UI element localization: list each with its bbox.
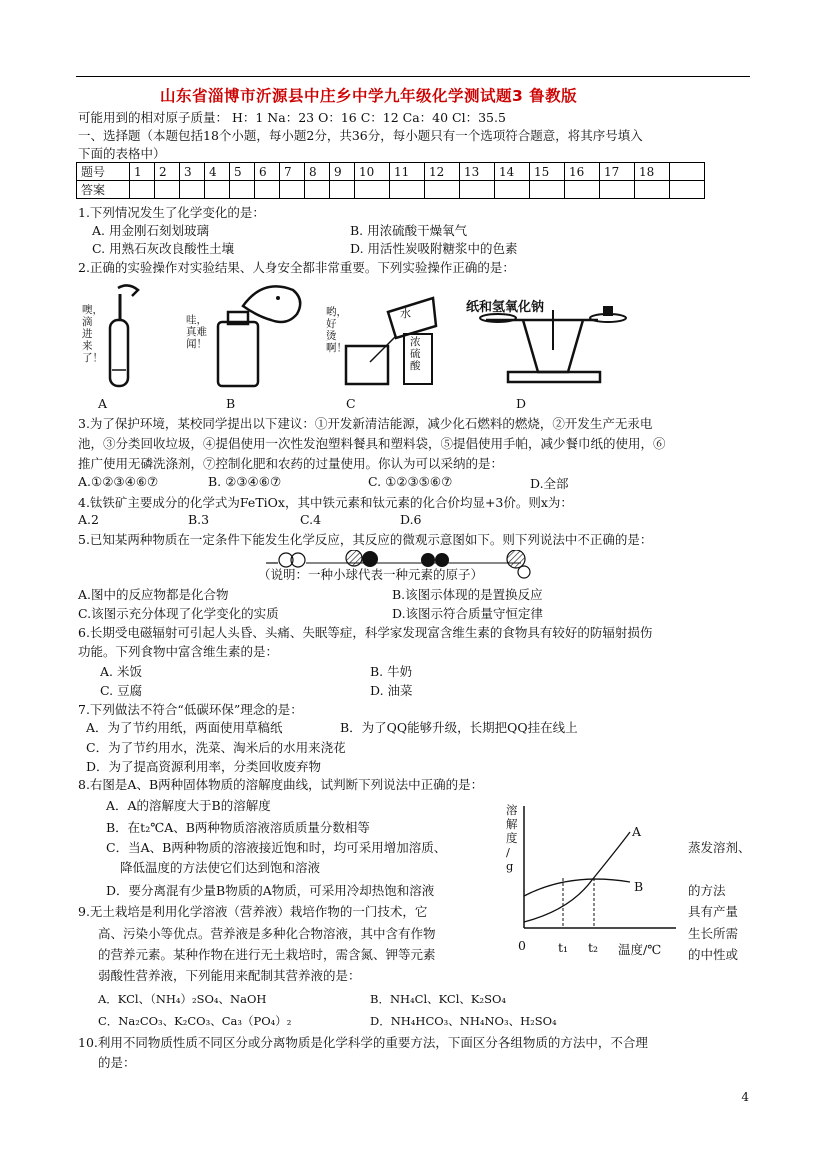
q5-option-b: B.该图示体现的是置换反应 [392, 587, 543, 602]
q10-line: 的是： [98, 1055, 136, 1070]
page-number: 4 [741, 1090, 749, 1104]
q8-stem: 8.右图是A、B两种固体物质的溶解度曲线，试判断下列说法中正确的是： [78, 777, 484, 792]
q1-option-a: A. 用金刚石刻划玻璃 [92, 223, 209, 238]
table-cell: 6 [255, 163, 280, 181]
curve-b [524, 879, 630, 896]
q7-stem: 7.下列做法不符合“低碳环保”理念的是： [78, 702, 303, 717]
q8-option-c: C．当A、B两种物质的溶液接近饱和时，均可采用增加溶质、 [106, 840, 447, 855]
q9-option-a: A．KCl、（NH₄）₂SO₄、NaOH [98, 992, 267, 1006]
t1-label: t₁ [558, 940, 569, 955]
q1-stem: 1.下列情况发生了化学变化的是： [78, 205, 265, 220]
answer-cell[interactable] [565, 181, 600, 199]
answer-cell[interactable] [635, 181, 670, 199]
answer-cell[interactable] [600, 181, 635, 199]
q9-option-c: C．Na₂CO₃、K₂CO₃、Ca₃（PO₄）₂ [98, 1014, 292, 1028]
q4-option-d: D.6 [400, 512, 422, 527]
q2-label-b: B [226, 396, 236, 411]
table-cell: 17 [600, 163, 635, 181]
q9-line: 弱酸性营养液，下列能用来配制其营养液的是： [98, 968, 361, 983]
atom-hatched-icon [346, 550, 362, 566]
q3-option-d: D.全部 [530, 476, 569, 491]
q9-option-d: D．NH₄HCO₃、NH₄NO₃、H₂SO₄ [370, 1014, 557, 1028]
page-title: 山东省淄博市沂源县中庄乡中学九年级化学测试题3 鲁教版 [160, 87, 578, 105]
table-cell: 7 [280, 163, 305, 181]
q1-option-b: B. 用浓硫酸干燥氧气 [350, 223, 468, 238]
answer-table [76, 162, 705, 199]
y-label-char: 解 [506, 817, 518, 831]
q5-option-a: A.图中的反应物都是化合物 [78, 587, 229, 602]
answer-cell[interactable] [670, 181, 705, 199]
q5-note: （说明：一种小球代表一种元素的原子） [258, 567, 484, 582]
section-intro: 一、选择题（本题包括18个小题，每小题2分，共36分，每小题只有一个选项符合题意，将其序号填入 [78, 128, 643, 143]
q2-stem: 2.正确的实验操作对实验结果、人身安全都非常重要。下列实验操作正确的是： [78, 260, 515, 275]
table-cell: 4 [205, 163, 230, 181]
answer-cell[interactable] [230, 181, 255, 199]
answer-cell[interactable] [205, 181, 230, 199]
answer-cell[interactable] [330, 181, 355, 199]
q4-stem: 4.钛铁矿主要成分的化学式为FeTiOx，其中铁元素和钛元素的化合价均显+3价。则x为： [78, 495, 573, 510]
atomic-masses: 可能用到的相对原子质量： H：1 Na：23 O：16 C：12 Ca：40 Cl：35.5 [78, 110, 506, 125]
illustration-d-balance [480, 306, 626, 382]
q9-line: 高、污染小等优点。营养液是多种化合物溶液，其中含有作物 [98, 926, 436, 941]
answer-cell[interactable] [425, 181, 460, 199]
q7-option-c: C．为了节约用水，洗菜、淘米后的水用来浇花 [86, 740, 346, 755]
q7-option-d: D．为了提高资源利用率，分类回收废弃物 [86, 759, 322, 774]
answer-table-number-row [77, 163, 705, 181]
q6-option-d: D. 油菜 [370, 683, 413, 698]
q6-option-a: A. 米饭 [100, 664, 142, 679]
table-cell: 14 [495, 163, 530, 181]
q9-line-right: 生长所需 [688, 926, 739, 941]
lab-operations-illustration [78, 280, 638, 396]
q4-option-b: B.3 [188, 512, 210, 527]
q2-label-a: A [98, 396, 108, 411]
table-cell: 1 [130, 163, 155, 181]
answer-table-answer-row [77, 181, 705, 199]
table-cell: 3 [180, 163, 205, 181]
table-cell: 5 [230, 163, 255, 181]
q3-option-c: C. ①②③⑤⑥⑦ [368, 474, 453, 489]
table-cell: 8 [305, 163, 330, 181]
q4-option-a: A.2 [78, 512, 99, 527]
answer-cell[interactable] [355, 181, 390, 199]
q9-line: 的营养元素。某种作物在进行无土栽培时，需含氮、钾等元素 [98, 947, 436, 962]
atom-hatched-icon [507, 550, 525, 568]
y-label-char: 度 [506, 831, 518, 845]
table-cell: 15 [530, 163, 565, 181]
answer-cell[interactable] [460, 181, 495, 199]
q7-option-a: A．为了节约用纸，两面使用草稿纸 [86, 720, 283, 735]
answer-cell[interactable] [305, 181, 330, 199]
q6-line: 功能。下列食物中富含维生素的是： [78, 644, 279, 659]
table-header-cell: 答案 [77, 181, 130, 199]
answer-cell[interactable] [280, 181, 305, 199]
y-label-char: / [506, 845, 510, 859]
bottle-label-acid: 浓硫酸 [410, 336, 421, 372]
table-cell [670, 163, 705, 181]
answer-cell[interactable] [255, 181, 280, 199]
illustration-a-dropper [110, 285, 138, 386]
q8-option-d: D．要分离混有少量B物质的A物质，可采用冷却热饱和溶液 [106, 883, 435, 898]
y-label-char: 溶 [506, 803, 518, 817]
q7-option-b: B．为了QQ能够升级，长期把QQ挂在线上 [340, 720, 578, 735]
answer-cell[interactable] [155, 181, 180, 199]
q8-option-b: B．在t₂℃A、B两种物质溶液溶质质量分数相等 [106, 820, 370, 835]
illustration-b-smelling [218, 286, 300, 386]
origin-label: 0 [518, 938, 526, 953]
q9-line: 9.无土栽培是利用化学溶液（营养液）栽培作物的一门技术，它 [78, 904, 428, 919]
q9-line-right: 的中性或 [688, 947, 739, 962]
table-cell: 11 [390, 163, 425, 181]
q4-option-c: C.4 [300, 512, 322, 527]
q6-line: 6.长期受电磁辐射可引起人头昏、头痛、失眠等症，科学家发现富含维生素的食物具有较好的防辐射损伤 [78, 625, 653, 640]
table-cell: 2 [155, 163, 180, 181]
q3-option-b: B. ②③④⑥⑦ [208, 474, 282, 489]
table-cell: 9 [330, 163, 355, 181]
q8-option-a: A．A的溶解度大于B的溶解度 [106, 798, 271, 813]
curve-a-label: A [632, 824, 642, 839]
q10-line: 10.利用不同物质性质不同区分或分离物质是化学科学的重要方法，下面区分各组物质的方法中，不合理 [78, 1035, 648, 1050]
q6-option-b: B. 牛奶 [370, 664, 413, 679]
q5-stem: 5.已知某两种物质在一定条件下能发生化学反应，其反应的微观示意图如下。则下列说法中不正确的是： [78, 532, 653, 547]
q9-option-b: B．NH₄Cl、KCl、K₂SO₄ [370, 992, 507, 1006]
q6-option-c: C. 豆腐 [100, 683, 143, 698]
curve-a [524, 832, 630, 922]
table-cell: 18 [635, 163, 670, 181]
q2-label-c: C [346, 396, 356, 411]
q5-option-c: C.该图示充分体现了化学变化的实质 [78, 606, 279, 621]
answer-cell[interactable] [130, 181, 155, 199]
answer-cell[interactable] [530, 181, 565, 199]
answer-cell[interactable] [180, 181, 205, 199]
y-label-char: g [506, 859, 514, 873]
y-axis-label [506, 803, 520, 873]
q2-label-d: D [516, 396, 527, 411]
table-cell: 16 [565, 163, 600, 181]
q1-option-d: D. 用活性炭吸附糖浆中的色素 [350, 241, 518, 256]
answer-cell[interactable] [390, 181, 425, 199]
bottle-label-water: 水 [400, 307, 411, 320]
atom-white-icon [518, 566, 530, 578]
balance-label: 纸和氢氧化钠 [466, 300, 545, 315]
q3-line: 池，③分类回收垃圾，④提倡使用一次性发泡塑料餐具和塑料袋，⑤提倡使用手帕，减少餐巾纸的使用，⑥ [78, 436, 666, 451]
bubble-text-a: 噢，滴进来了！ [82, 304, 103, 364]
table-cell: 12 [425, 163, 460, 181]
curve-b-label: B [634, 879, 644, 894]
bubble-text-c: 哟，好烫啊！ [326, 306, 347, 354]
t2-label: t₂ [588, 940, 599, 955]
q8-option-d-cont: 的方法 [688, 883, 726, 898]
section-intro-cont: 下面的表格中） [78, 146, 166, 161]
q1-option-c: C. 用熟石灰改良酸性土壤 [92, 241, 235, 256]
q3-line: 推广使用无磷洗涤剂，⑦控制化肥和农药的过量使用。你认为可以采纳的是： [78, 456, 504, 471]
q8-option-c-cont: 蒸发溶剂、 [688, 840, 751, 855]
q5-option-d: D.该图示符合质量守恒定律 [392, 606, 544, 621]
bubble-text-b: 哇，真难闻！ [186, 314, 207, 350]
answer-cell[interactable] [495, 181, 530, 199]
table-cell: 10 [355, 163, 390, 181]
q3-option-a: A.①②③④⑥⑦ [78, 474, 159, 489]
table-header-cell: 题号 [77, 163, 130, 181]
table-cell: 13 [460, 163, 495, 181]
header-rule [76, 76, 750, 77]
x-axis-label: 温度/℃ [618, 942, 662, 957]
q9-line-right: 具有产量 [688, 904, 739, 919]
q3-line: 3.为了保护环境，某校同学提出以下建议：①开发新清洁能源，减少化石燃料的燃烧，②开发生产无汞电 [78, 416, 653, 431]
solubility-graph [500, 800, 680, 960]
q8-option-c-line2: 降低温度的方法使它们达到饱和溶液 [120, 860, 321, 875]
